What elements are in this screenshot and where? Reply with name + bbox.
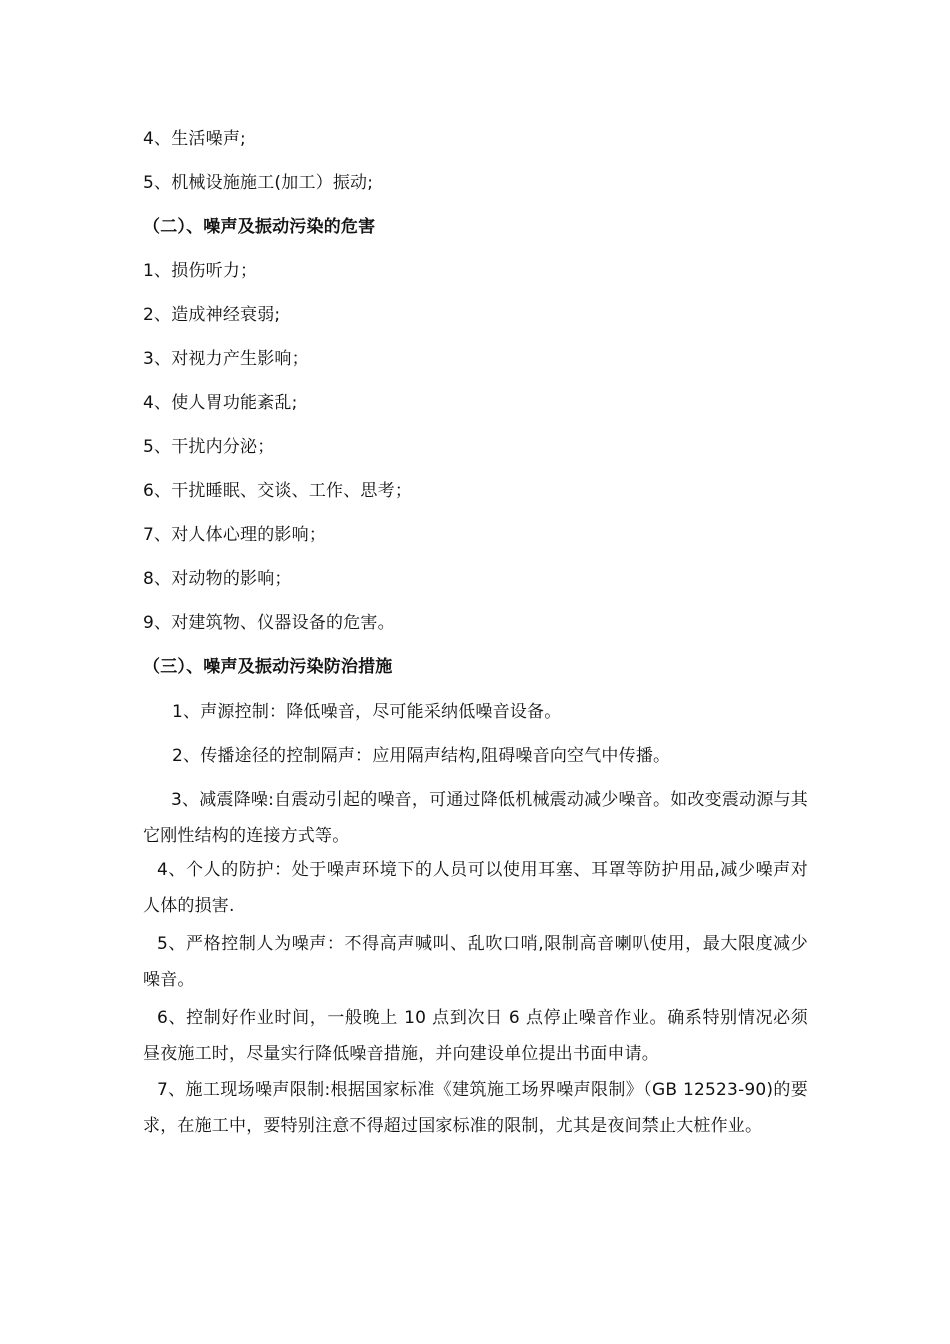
measure-item: 2、传播途径的控制隔声：应用隔声结构,阻碍噪音向空气中传播。 (172, 746, 671, 766)
measure-paragraph (143, 1072, 808, 1144)
section-heading: （二）、噪声及振动污染的危害 (143, 217, 376, 237)
measure-text: 5、严格控制人为噪声：不得高声喊叫、乱吹口哨,限制高音喇叭使用，最大限度减少噪音。 (143, 934, 808, 990)
measure-text: 6、控制好作业时间，一般晚上 10 点到次日 6 点停止噪音作业。确系特别情况必须昼夜施工时，尽量实行降低噪音措施，并向建设单位提出书面申请。 (143, 1008, 808, 1064)
measure-text: 4、个人的防护：处于噪声环境下的人员可以使用耳塞、耳罩等防护用品,减少噪声对人体的损害. (143, 860, 808, 916)
section-heading: （三）、噪声及振动污染防治措施 (143, 657, 393, 677)
list-item: 8、对动物的影响； (143, 569, 292, 589)
list-item: 4、生活噪声; (143, 129, 246, 149)
list-item: 3、对视力产生影响； (143, 349, 309, 369)
measure-paragraph (143, 1000, 808, 1072)
measure-paragraph (143, 852, 808, 924)
measure-text: 7、施工现场噪声限制:根据国家标准《建筑施工场界噪声限制》（GB 12523-90)的要求，在施工中，要特别注意不得超过国家标准的限制，尤其是夜间禁止大桩作业。 (143, 1080, 808, 1136)
list-item: 7、对人体心理的影响； (143, 525, 327, 545)
measure-paragraph (143, 782, 808, 854)
list-item: 5、干扰内分泌； (143, 437, 275, 457)
list-item: 1、损伤听力； (143, 261, 258, 281)
list-item: 9、对建筑物、仪器设备的危害。 (143, 613, 395, 633)
measure-text: 3、减震降噪:自震动引起的噪音，可通过降低机械震动减少噪音。如改变震动源与其它刚性结构的连接方式等。 (143, 790, 808, 846)
measure-item: 1、声源控制：降低噪音，尽可能采纳低噪音设备。 (172, 702, 562, 722)
list-item: 5、机械设施施工(加工）振动; (143, 173, 374, 193)
list-item: 2、造成神经衰弱; (143, 305, 281, 325)
list-item: 6、干扰睡眠、交谈、工作、思考； (143, 481, 413, 501)
list-item: 4、使人胃功能紊乱; (143, 393, 298, 413)
measure-paragraph (143, 926, 808, 998)
